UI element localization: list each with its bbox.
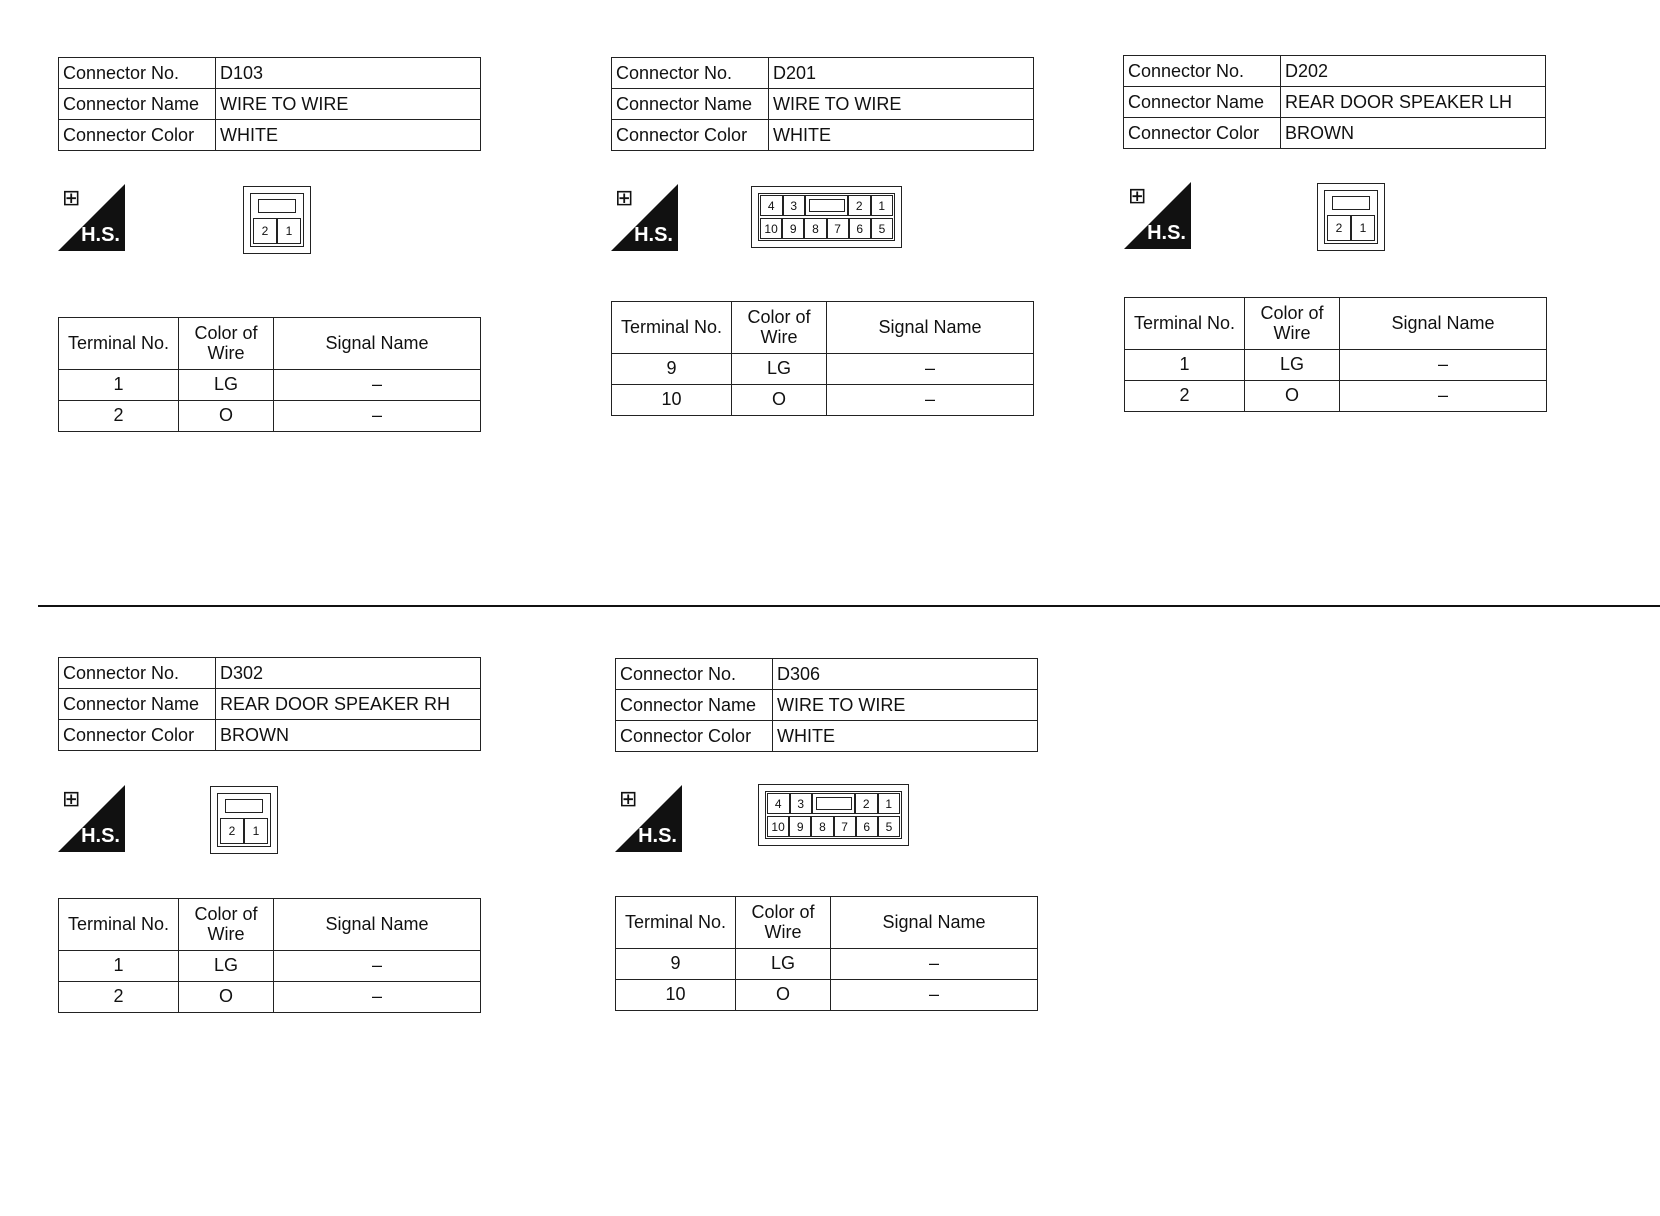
table-row [612, 385, 1034, 416]
pin-label: 3 [783, 195, 806, 216]
wire-color: O [1245, 381, 1340, 412]
connector-face-diagram [243, 186, 311, 254]
pin-label: 4 [760, 195, 783, 216]
connector-name-value: WIRE TO WIRE [773, 690, 1038, 721]
signal-name: – [274, 951, 481, 982]
pin-label: 1 [244, 818, 268, 844]
connector-color-value: WHITE [769, 120, 1034, 151]
terminal-no-header: Terminal No. [616, 897, 736, 949]
pin-label: 9 [782, 218, 804, 239]
wire-color: LG [179, 370, 274, 401]
hs-label: H.S. [638, 825, 677, 847]
connector-no-label: Connector No. [59, 658, 216, 689]
wire-color: O [736, 980, 831, 1011]
connector-color-value: WHITE [216, 120, 481, 151]
signal-name: – [827, 354, 1034, 385]
connector-info-table [615, 658, 1038, 752]
connector-color-value: WHITE [773, 721, 1038, 752]
connector-no-value: D302 [216, 658, 481, 689]
hs-label: H.S. [81, 825, 120, 847]
terminal-table [1124, 297, 1547, 412]
connector-name-value: WIRE TO WIRE [216, 89, 481, 120]
pin-label: 2 [855, 793, 878, 814]
terminal-no: 1 [59, 370, 179, 401]
pin-label: 2 [1327, 215, 1351, 241]
connector-no-label: Connector No. [616, 659, 773, 690]
pin-label: 9 [789, 816, 811, 837]
connector-name-label: Connector Name [616, 690, 773, 721]
table-row [59, 401, 481, 432]
wire-color-header: Color of Wire [736, 897, 831, 949]
wire-color-header: Color of Wire [179, 899, 274, 951]
wire-color-header: Color of Wire [179, 318, 274, 370]
connector-face-diagram [751, 186, 902, 248]
hs-label: H.S. [1147, 222, 1186, 244]
table-row [612, 354, 1034, 385]
table-row [616, 980, 1038, 1011]
terminal-no: 1 [1125, 350, 1245, 381]
connector-no-label: Connector No. [612, 58, 769, 89]
connector-no-value: D202 [1281, 56, 1546, 87]
table-row [59, 370, 481, 401]
pin-label: 6 [849, 218, 871, 239]
pin-label: 4 [767, 793, 790, 814]
signal-name-header: Signal Name [274, 318, 481, 370]
connector-no-value: D201 [769, 58, 1034, 89]
pin-label: 3 [790, 793, 813, 814]
pin-label: 10 [767, 816, 789, 837]
connector-name-label: Connector Name [59, 689, 216, 720]
connector-no-value: D306 [773, 659, 1038, 690]
terminal-table [58, 898, 481, 1013]
connector-color-value: BROWN [216, 720, 481, 751]
connector-d201 [611, 57, 1034, 151]
signal-name-header: Signal Name [274, 899, 481, 951]
terminal-no-header: Terminal No. [59, 899, 179, 951]
table-row [59, 982, 481, 1013]
connector-color-label: Connector Color [1124, 118, 1281, 149]
wire-color: O [179, 401, 274, 432]
connector-name-value: WIRE TO WIRE [769, 89, 1034, 120]
signal-name-header: Signal Name [1340, 298, 1547, 350]
connector-name-value: REAR DOOR SPEAKER RH [216, 689, 481, 720]
connector-color-label: Connector Color [612, 120, 769, 151]
table-row [1125, 350, 1547, 381]
terminal-no: 9 [616, 949, 736, 980]
pin-label: 8 [804, 218, 826, 239]
pin-label: 5 [878, 816, 900, 837]
terminal-no: 9 [612, 354, 732, 385]
table-row [616, 949, 1038, 980]
terminal-no-header: Terminal No. [612, 302, 732, 354]
terminal-table [58, 317, 481, 432]
wire-color: LG [1245, 350, 1340, 381]
connector-face-diagram [1317, 183, 1385, 251]
pin-label: 1 [1351, 215, 1375, 241]
connector-color-label: Connector Color [59, 720, 216, 751]
connector-latch [812, 793, 855, 814]
signal-name-header: Signal Name [827, 302, 1034, 354]
connector-face-diagram [210, 786, 278, 854]
terminal-no-header: Terminal No. [1125, 298, 1245, 350]
connector-color-value: BROWN [1281, 118, 1546, 149]
harness-side-icon: ⊞ H.S. [615, 785, 682, 852]
signal-name: – [274, 401, 481, 432]
wire-color: LG [732, 354, 827, 385]
connector-info-table [58, 57, 481, 151]
connector-d306 [615, 658, 1038, 752]
connector-color-label: Connector Color [59, 120, 216, 151]
signal-name: – [1340, 350, 1547, 381]
harness-side-icon: ⊞ H.S. [58, 184, 125, 251]
connector-color-label: Connector Color [616, 721, 773, 752]
terminal-no: 2 [1125, 381, 1245, 412]
connector-info-table [1123, 55, 1546, 149]
pin-label: 2 [220, 818, 244, 844]
connector-info-table [611, 57, 1034, 151]
pin-label: 2 [253, 218, 277, 244]
connector-face-diagram [758, 784, 909, 846]
pin-label: 7 [834, 816, 856, 837]
table-row [59, 951, 481, 982]
pin-label: 1 [878, 793, 901, 814]
pin-label: 1 [871, 195, 894, 216]
terminal-no: 2 [59, 982, 179, 1013]
harness-side-icon: ⊞ H.S. [58, 785, 125, 852]
pin-label: 10 [760, 218, 782, 239]
wire-color: LG [179, 951, 274, 982]
signal-name: – [831, 980, 1038, 1011]
connector-info-table [58, 657, 481, 751]
section-divider [38, 605, 1660, 607]
pin-label: 5 [871, 218, 893, 239]
signal-name-header: Signal Name [831, 897, 1038, 949]
pin-label: 7 [827, 218, 849, 239]
pin-label: 1 [277, 218, 301, 244]
connector-name-label: Connector Name [59, 89, 216, 120]
wire-color-header: Color of Wire [732, 302, 827, 354]
signal-name: – [831, 949, 1038, 980]
terminal-table [615, 896, 1038, 1011]
hs-label: H.S. [634, 224, 673, 246]
connector-latch [805, 195, 848, 216]
harness-side-icon: ⊞ H.S. [1124, 182, 1191, 249]
connector-d302 [58, 657, 481, 751]
pin-label: 2 [848, 195, 871, 216]
connector-no-label: Connector No. [59, 58, 216, 89]
table-row [1125, 381, 1547, 412]
pin-label: 6 [856, 816, 878, 837]
terminal-no-header: Terminal No. [59, 318, 179, 370]
connector-name-label: Connector Name [1124, 87, 1281, 118]
wire-color: O [732, 385, 827, 416]
signal-name: – [274, 370, 481, 401]
terminal-no: 2 [59, 401, 179, 432]
signal-name: – [827, 385, 1034, 416]
signal-name: – [274, 982, 481, 1013]
connector-d202 [1123, 55, 1546, 149]
terminal-no: 1 [59, 951, 179, 982]
signal-name: – [1340, 381, 1547, 412]
wire-color: LG [736, 949, 831, 980]
terminal-no: 10 [612, 385, 732, 416]
wire-color-header: Color of Wire [1245, 298, 1340, 350]
connector-name-label: Connector Name [612, 89, 769, 120]
connector-d103 [58, 57, 481, 151]
connector-no-label: Connector No. [1124, 56, 1281, 87]
harness-side-icon: ⊞ H.S. [611, 184, 678, 251]
wire-color: O [179, 982, 274, 1013]
connector-no-value: D103 [216, 58, 481, 89]
terminal-no: 10 [616, 980, 736, 1011]
connector-name-value: REAR DOOR SPEAKER LH [1281, 87, 1546, 118]
pin-label: 8 [811, 816, 833, 837]
terminal-table [611, 301, 1034, 416]
hs-label: H.S. [81, 224, 120, 246]
